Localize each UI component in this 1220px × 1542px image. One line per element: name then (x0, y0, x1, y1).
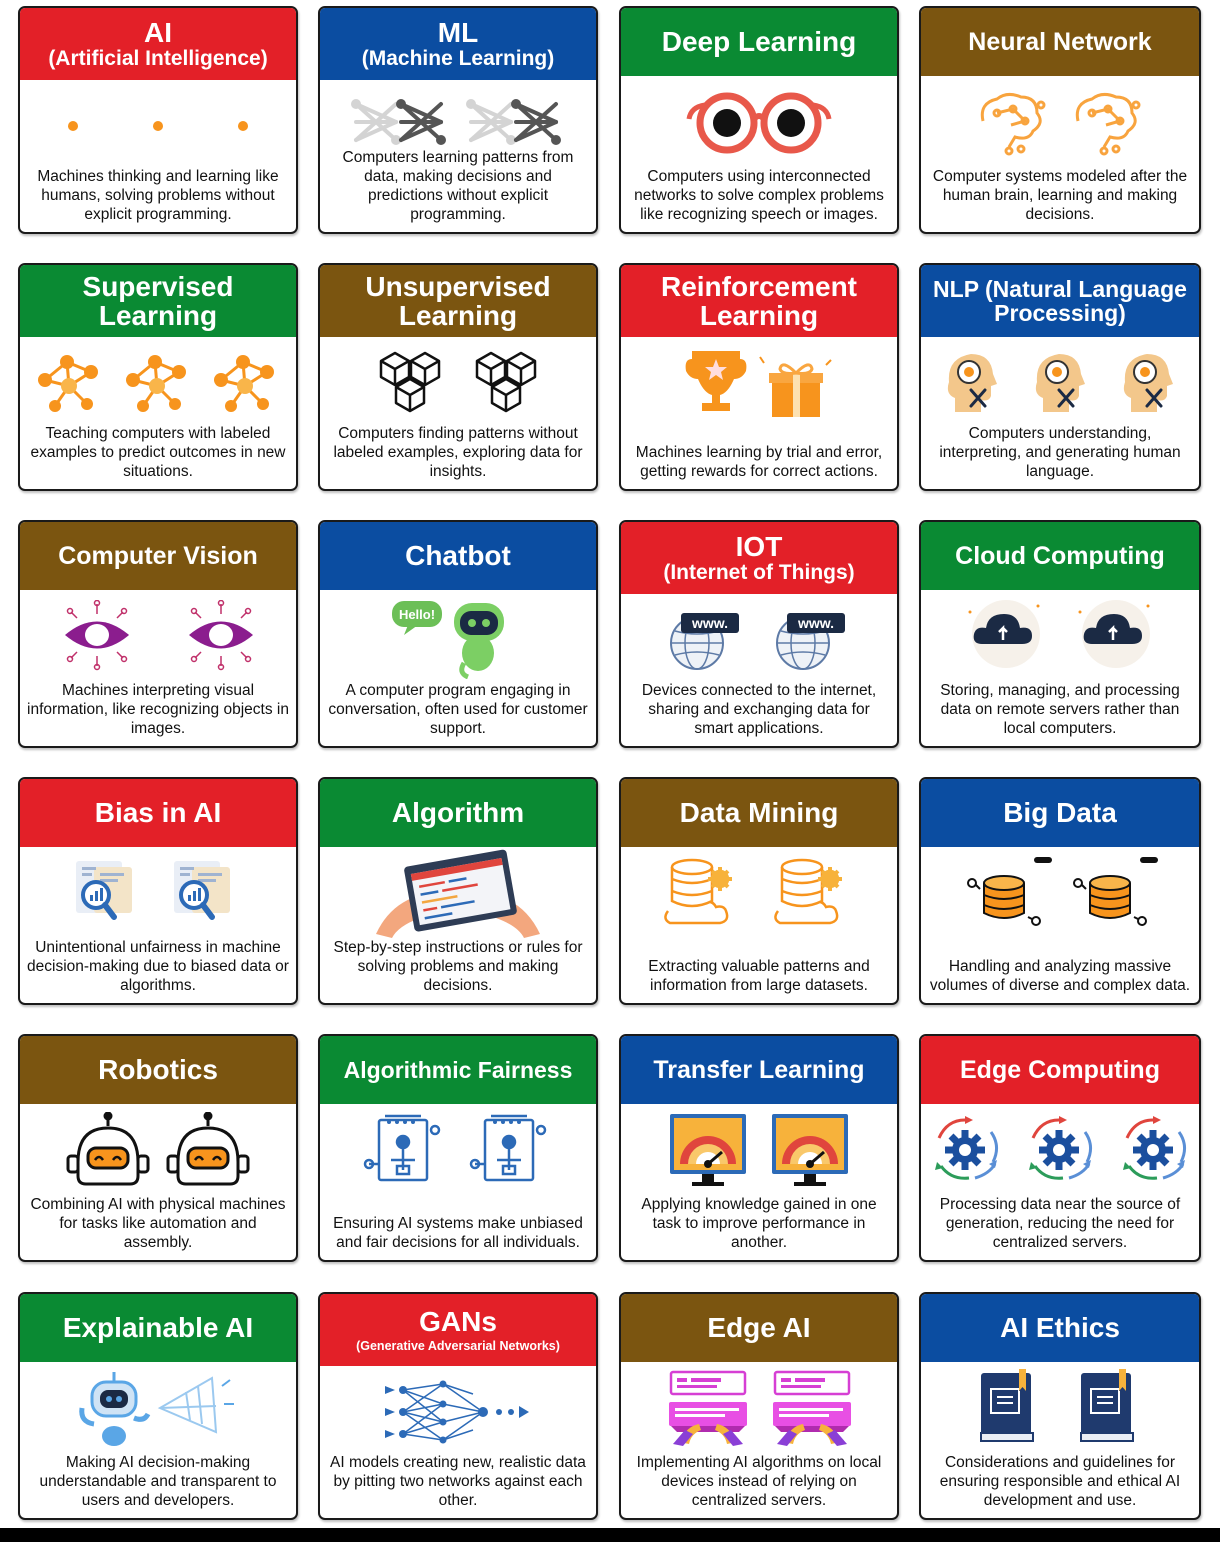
card-description: Ensuring AI systems make unbiased and fair decisions for all individuals. (333, 1215, 583, 1251)
card-description: Computers using interconnected networks to solve complex problems like recognizing speech or images. (634, 168, 884, 223)
chatbot-icon (320, 590, 596, 682)
card-header (20, 779, 296, 847)
card-title: ML (437, 17, 479, 49)
neural-net-icon (320, 1366, 596, 1458)
card-unsupervised-learning (318, 263, 598, 491)
card-title: Chatbot (405, 540, 511, 572)
brain-circuit-icon (921, 76, 1199, 168)
globe-www-icon (621, 594, 897, 686)
node-graph-icon (20, 337, 296, 429)
card-data-mining (619, 777, 899, 1005)
card-title: IOT (735, 531, 783, 563)
card-title: Supervised Learning (82, 270, 234, 331)
card-title: Neural Network (968, 27, 1152, 56)
card-subtitle: (Generative Adversarial Networks) (356, 1339, 560, 1354)
card-header (20, 265, 296, 337)
card-description: Machines thinking and learning like humans, solving problems without explicit programming. (37, 168, 279, 223)
card-header (320, 1294, 596, 1366)
card-title: Unsupervised Learning (365, 270, 551, 331)
cubes-icon (320, 337, 596, 429)
card-chatbot (318, 520, 598, 748)
card-subtitle: (Machine Learning) (361, 46, 555, 70)
card-description: Teaching computers with labeled examples to predict outcomes in new situations. (30, 425, 286, 480)
www-label: www. (691, 615, 729, 631)
card-bias-in-ai (18, 777, 298, 1005)
card-title: NLP (Natural Language Processing) (933, 275, 1187, 326)
card-title: Deep Learning (661, 26, 857, 58)
card-header (621, 522, 897, 594)
card-nlp (919, 263, 1201, 491)
chatbot-bubble-text: Hello! (398, 607, 436, 622)
database-gear-icon (621, 847, 897, 939)
card-title: Data Mining (679, 797, 839, 829)
card-description: AI models creating new, realistic data by pitting two networks against each other. (330, 1454, 586, 1509)
card-description: Computers learning patterns from data, making decisions and predictions without explicit programming. (342, 149, 574, 223)
card-description: Combining AI with physical machines for tasks like automation and assembly. (30, 1196, 286, 1251)
card-description: Implementing AI algorithms on local devices instead of relying on centralized servers. (636, 1454, 882, 1509)
card-gans (318, 1292, 598, 1520)
card-description: Computers finding patterns without labeled examples, exploring data for insights. (333, 425, 583, 480)
card-header (320, 779, 596, 847)
card-header (621, 1294, 897, 1362)
card-header (20, 8, 296, 80)
card-title: AI Ethics (1000, 1312, 1120, 1344)
card-header (320, 265, 596, 337)
card-title: Algorithmic Fairness (343, 1056, 573, 1083)
card-description: Devices connected to the internet, sharing and exchanging data for smart applications. (641, 682, 877, 737)
card-header (921, 1036, 1199, 1104)
card-neural-network (919, 6, 1201, 234)
card-algorithmic-fairness (318, 1034, 598, 1262)
card-ai-ethics (919, 1292, 1201, 1520)
laptop-hands-icon (621, 1362, 897, 1454)
card-deep-learning (619, 6, 899, 234)
card-title: Big Data (1003, 797, 1117, 829)
eye-icon (20, 590, 296, 682)
card-reinforcement-learning (619, 263, 899, 491)
card-header (921, 8, 1199, 76)
card-robotics (18, 1034, 298, 1262)
card-iot (619, 520, 899, 748)
card-header (921, 779, 1199, 847)
card-description: Making AI decision-making understandable and transparent to users and developers. (39, 1454, 277, 1509)
card-title: Edge Computing (960, 1055, 1160, 1084)
card-title: Transfer Learning (653, 1055, 865, 1084)
card-title: Robotics (98, 1054, 218, 1086)
card-transfer-learning (619, 1034, 899, 1262)
balance-board-icon (320, 1104, 596, 1196)
trophy-gift-icon (621, 337, 897, 429)
card-header (20, 522, 296, 590)
card-title: Bias in AI (94, 797, 222, 829)
card-header (621, 1036, 897, 1104)
card-subtitle: (Internet of Things) (663, 560, 855, 584)
card-description: Unintentional unfairness in machine decision-making due to biased data or algorithms. (27, 939, 289, 994)
card-big-data (919, 777, 1201, 1005)
card-cloud-computing (919, 520, 1201, 748)
card-title: Explainable AI (62, 1312, 254, 1344)
magnifier-chart-icon (20, 847, 296, 939)
bottom-bar (0, 1528, 1220, 1542)
dots-icon (20, 80, 296, 172)
card-edge-ai (619, 1292, 899, 1520)
card-description: Applying knowledge gained in one task to improve performance in another. (641, 1196, 877, 1251)
card-description: Handling and analyzing massive volumes of diverse and complex data. (929, 958, 1191, 994)
card-header (320, 522, 596, 590)
tablet-code-icon (320, 847, 596, 939)
card-title: Algorithm (391, 797, 525, 829)
card-algorithm (318, 777, 598, 1005)
card-title: Cloud Computing (955, 541, 1165, 570)
card-title: Reinforcement Learning (660, 270, 858, 331)
robot-megaphone-icon (20, 1362, 296, 1454)
card-title: Edge AI (707, 1312, 811, 1344)
head-gear-icon (921, 337, 1199, 429)
gear-cycle-icon (921, 1104, 1199, 1196)
card-title: Computer Vision (58, 541, 258, 570)
card-header (921, 522, 1199, 590)
robot-head-icon (20, 1104, 296, 1196)
card-ai (18, 6, 298, 234)
card-header (621, 265, 897, 337)
card-header (20, 1036, 296, 1104)
card-description: Storing, managing, and processing data on remote servers rather than local computers. (940, 682, 1180, 737)
card-description: Machines interpreting visual information, like recognizing objects in images. (27, 682, 289, 737)
card-header (921, 265, 1199, 337)
card-subtitle: (Artificial Intelligence) (48, 46, 268, 70)
book-icon (921, 1362, 1199, 1454)
card-edge-computing (919, 1034, 1201, 1262)
card-title: GANs (419, 1305, 497, 1337)
www-label: www. (797, 615, 835, 631)
card-header (621, 779, 897, 847)
card-header (921, 1294, 1199, 1362)
card-description: Machines learning by trial and error, getting rewards for correct actions. (635, 444, 883, 480)
card-computer-vision (18, 520, 298, 748)
card-header (621, 8, 897, 76)
card-description: A computer program engaging in conversation, often used for customer support. (328, 682, 588, 737)
card-ml (318, 6, 598, 234)
card-description: Computers understanding, interpreting, and generating human language. (939, 425, 1181, 480)
cloud-upload-icon (921, 590, 1199, 682)
card-description: Considerations and guidelines for ensuring responsible and ethical AI development and use. (939, 1454, 1181, 1509)
card-description: Processing data near the source of generation, reducing the need for centralized servers. (939, 1196, 1181, 1251)
card-header (20, 1294, 296, 1362)
gauge-monitor-icon (621, 1104, 897, 1196)
card-title: AI (144, 17, 172, 49)
card-explainable-ai (18, 1292, 298, 1520)
glasses-icon (621, 76, 897, 168)
card-supervised-learning (18, 263, 298, 491)
card-description: Extracting valuable patterns and information from large datasets. (648, 958, 870, 994)
card-description: Step-by-step instructions or rules for solving problems and making decisions. (333, 939, 583, 994)
card-header (320, 8, 596, 80)
database-icon (921, 847, 1199, 939)
card-header (320, 1036, 596, 1104)
card-description: Computer systems modeled after the human brain, learning and making decisions. (932, 168, 1188, 223)
